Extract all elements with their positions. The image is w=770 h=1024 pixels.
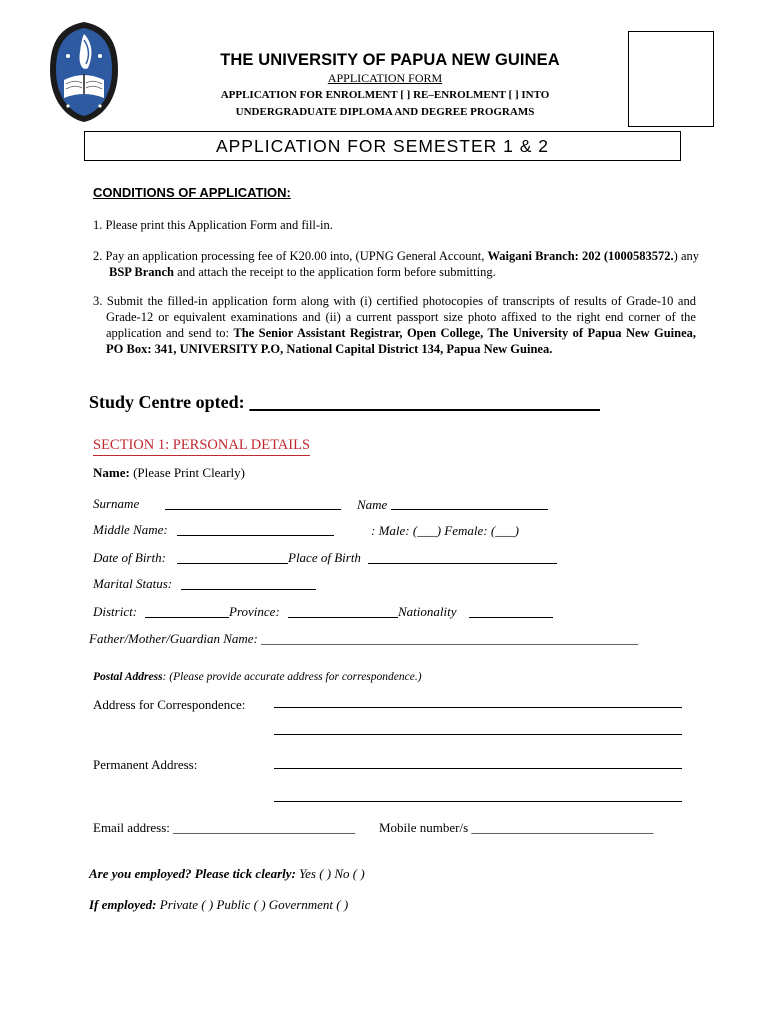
enrolment-options: APPLICATION FOR ENROLMENT [ ] RE–ENROLMENT [ ] INTO (220, 89, 550, 101)
middle-name-field[interactable] (177, 521, 334, 536)
marital-status-label: Marital Status: (93, 576, 173, 591)
dob-field[interactable] (177, 549, 288, 564)
university-title: THE UNIVERSITY OF PAPUA NEW GUINEA (220, 51, 560, 69)
province-field[interactable] (288, 603, 398, 618)
condition-1: 1. Please print this Application Form and fill-in. (93, 218, 333, 232)
name-instruction: Name: (Please Print Clearly) (93, 465, 245, 480)
condition-2: 2. Pay an application processing fee of K20.00 into, (UPNG General Account, Waigani Branch: 202 (1000583572.) any BSP Branch and attach the receipt to the application form before submitting. (93, 249, 699, 279)
programs-line: UNDERGRADUATE DIPLOMA AND DEGREE PROGRAMS (235, 106, 535, 118)
guardian-name-field[interactable]: Father/Mother/Guardian Name: __________________________________________________________ (89, 631, 639, 646)
given-name-label: Name (357, 497, 388, 512)
email-field[interactable]: Email address: ____________________________ (93, 820, 356, 835)
passport-photo-box (628, 31, 714, 127)
study-centre-field[interactable] (250, 409, 600, 411)
permanent-address-label: Permanent Address: (93, 757, 198, 772)
section-1-heading: SECTION 1: PERSONAL DETAILS (93, 437, 310, 456)
mobile-field[interactable]: Mobile number/s ____________________________ (379, 820, 654, 835)
employment-question[interactable]: Are you employed? Please tick clearly: Yes ( ) No ( ) (89, 866, 365, 881)
surname-field[interactable] (165, 495, 341, 510)
conditions-heading: CONDITIONS OF APPLICATION: (93, 185, 291, 200)
middle-name-label: Middle Name: (93, 522, 168, 537)
employment-sector-question[interactable]: If employed: Private ( ) Public ( ) Government ( ) (89, 897, 349, 912)
permanent-address-line-1[interactable] (274, 754, 682, 769)
correspondence-address-line-2[interactable] (274, 720, 682, 735)
form-type: APPLICATION FORM (327, 71, 443, 85)
pob-field[interactable] (368, 549, 557, 564)
surname-label: Surname (93, 496, 140, 511)
correspondence-address-line-1[interactable] (274, 693, 682, 708)
university-crest-logo (48, 20, 120, 124)
nationality-field[interactable] (469, 603, 553, 618)
permanent-address-line-2[interactable] (274, 787, 682, 802)
dob-label: Date of Birth: (93, 550, 166, 565)
gender-selector[interactable]: : Male: (___) Female: (___) (371, 523, 519, 538)
nationality-label: Nationality (398, 604, 457, 619)
semester-banner: APPLICATION FOR SEMESTER 1 & 2 (84, 131, 681, 161)
district-field[interactable] (145, 603, 229, 618)
province-label: Province: (229, 604, 280, 619)
district-label: District: (93, 604, 138, 619)
condition-3: 3. Submit the filled-in application form along with (i) certified photocopies of transcripts of results of Grade-10 and Grade-12 or equivalent examinations and (ii) a current passport size photo affixed to the right end corner of the application and send to: The Senior Assistant Registrar, Open College, The University of Papua New Guinea, PO Box: 341, UNIVERSITY P.O, National Capital District 134, Papua New Guinea. (93, 294, 696, 356)
study-centre-label: Study Centre opted: ___ (89, 392, 277, 412)
given-name-field[interactable] (391, 495, 548, 510)
postal-address-note: Postal Address: (Please provide accurate address for correspondence.) (93, 671, 422, 683)
correspondence-address-label: Address for Correspondence: (93, 697, 246, 712)
pob-label: Place of Birth (288, 550, 361, 565)
marital-status-field[interactable] (181, 575, 316, 590)
